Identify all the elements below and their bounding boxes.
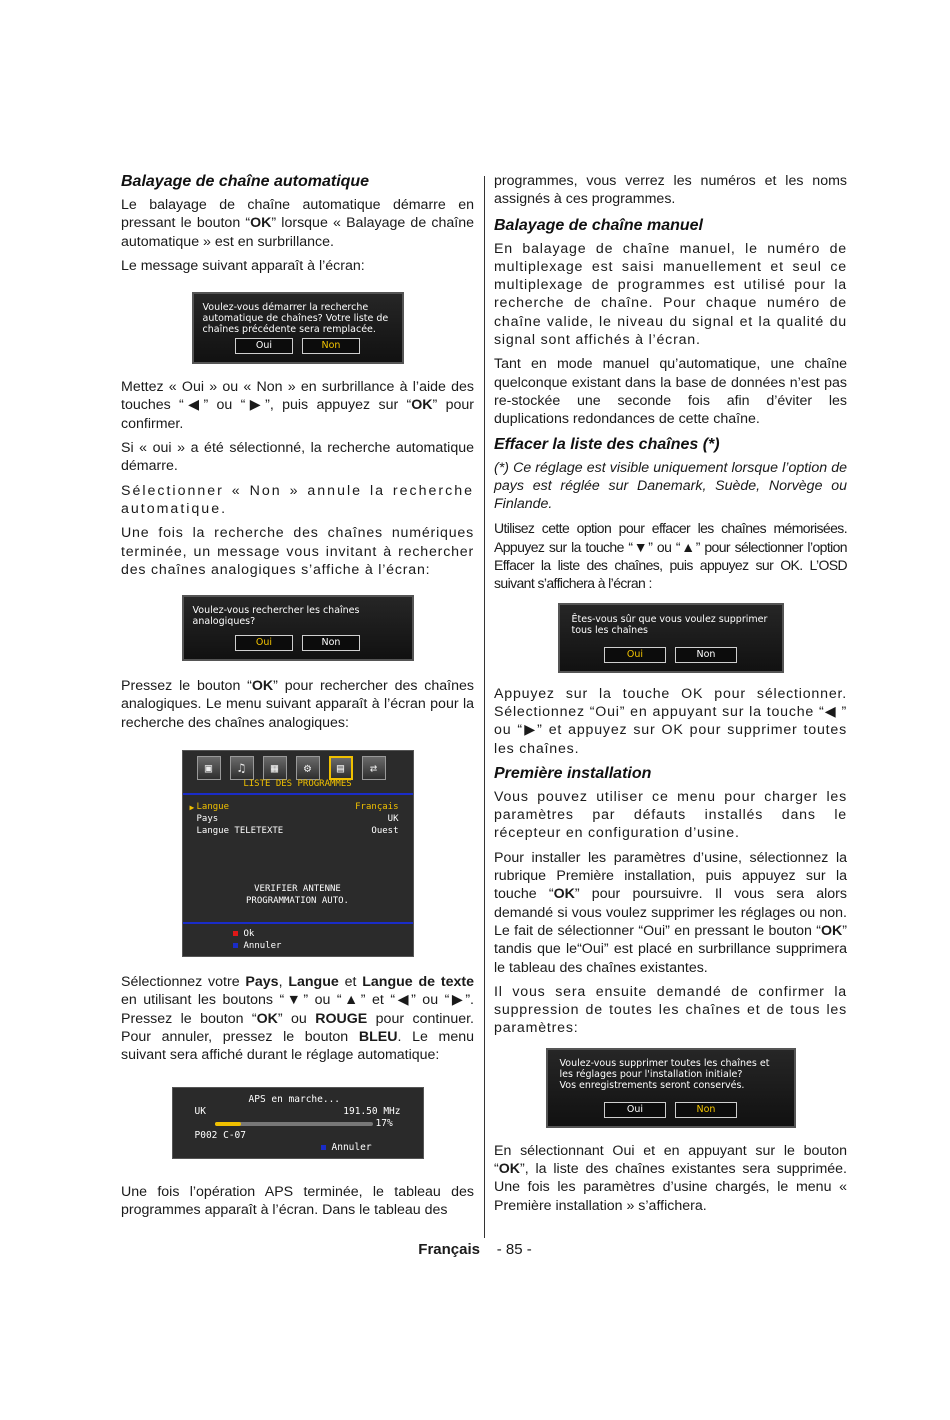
aps-progress-fill: [215, 1122, 242, 1126]
no-button[interactable]: Non: [675, 647, 737, 663]
paragraph: Pressez le bouton “OK” pour rechercher des chaînes analogiques. Le menu suivant apparaît à l’écran pour la recherche des chaînes analogiques:: [121, 678, 474, 731]
yes-button[interactable]: Oui: [604, 1102, 666, 1118]
dialog-message: Voulez-vous rechercher les chaînes analogiques?: [192, 605, 360, 628]
column-divider: [484, 176, 485, 1238]
blue-button-icon: [233, 943, 238, 948]
aps-percent: 17%: [375, 1117, 393, 1129]
paragraph: Utilisez cette option pour effacer les chaînes mémorisées. Appuyez sur la touche “▼” ou “▲” pour sélectionner l’option Effacer la liste des chaînes, puis appuyez sur OK. L’OSD suivant s’affichera à l’écran :: [494, 520, 847, 592]
paragraph: Si « oui » a été sélectionné, la recherche automatique démarre.: [121, 440, 474, 475]
heading-effacer-liste: Effacer la liste des chaînes (*): [494, 435, 720, 453]
osd-analog-search-dialog: [182, 595, 414, 661]
osd-delete-channels-dialog: [558, 603, 784, 673]
footer-language: Français: [418, 1241, 480, 1258]
settings-icon[interactable]: ⚙: [296, 756, 320, 780]
sound-icon[interactable]: ♫: [230, 756, 254, 780]
right-column: [494, 172, 847, 1221]
heading-balayage-manuel: Balayage de chaîne manuel: [494, 216, 703, 234]
no-button[interactable]: Non: [302, 635, 360, 651]
page-number: - 85 -: [496, 1241, 532, 1258]
no-button[interactable]: Non: [302, 338, 360, 354]
legend-ok: Ok: [233, 929, 255, 940]
osd-first-install-dialog: [546, 1048, 796, 1128]
aps-progress-bar: [215, 1122, 373, 1126]
divider: [183, 922, 413, 924]
paragraph: Mettez « Oui » ou « Non » en surbrillance à l’aide des touches “◀” ou “▶”, puis appuyez sur “OK” pour confirmer.: [121, 379, 475, 432]
yes-button[interactable]: Oui: [235, 635, 293, 651]
paragraph: Le balayage de chaîne automatique démarre en pressant le bouton “OK” lorsque « Balayage de chaîne automatique » est en surbrillance.: [121, 197, 474, 250]
aps-frequency: 191.50 MHz: [343, 1105, 401, 1117]
source-icon[interactable]: ⇄: [362, 756, 386, 780]
paragraph-note: (*) Ce réglage est visible uniquement lorsque l’option de pays est réglée sur Danemark, Suède, Norvège ou Finlande.: [494, 459, 847, 513]
menu-row-teletexte[interactable]: Langue TELETEXTE Ouest: [196, 826, 399, 837]
menu-row-langue[interactable]: Langue Français: [196, 802, 399, 813]
paragraph: Pour installer les paramètres d’usine, sélectionnez la rubrique Première installation, puis appuyez sur la touche “OK” pour poursuivre. Il vous sera alors demandé si vous voulez supprimer les réglages ou non. Le fait de sélectionner “Oui” en pressant le bouton “OK” tandis que le“Oui” est placé en surbrillance supprimera le tableau des chaînes existantes.: [494, 849, 847, 976]
paragraph: Sélectionner « Non » annule la recherche automatique.: [121, 482, 474, 517]
aps-cancel: Annuler: [321, 1142, 372, 1153]
blue-button-icon: [321, 1145, 326, 1150]
legend-cancel: Annuler: [233, 941, 282, 952]
aps-progress-panel: [172, 1087, 424, 1159]
paragraph: Une fois l’opération APS terminée, le tableau des programmes apparaît à l’écran. Dans le tableau des: [121, 1183, 474, 1218]
menu-title: LISTE DES PROGRAMMES: [243, 779, 352, 790]
aps-title: APS en marche...: [248, 1093, 341, 1105]
paragraph: Appuyez sur la touche OK pour sélectionner. Sélectionnez “Oui” en appuyant sur la touche “◀ ” ou “▶” et appuyez sur OK pour supprimer toutes les chaînes.: [494, 685, 847, 757]
page-footer: [0, 1241, 950, 1258]
programme-list-menu: [182, 750, 414, 957]
channel-list-icon[interactable]: ▤: [329, 756, 353, 780]
paragraph: programmes, vous verrez les numéros et les noms assignés à ces programmes.: [494, 173, 847, 208]
menu-icon-bar: [197, 756, 386, 780]
paragraph: Le message suivant apparaît à l’écran:: [121, 257, 365, 274]
red-button-icon: [233, 931, 238, 936]
divider: [183, 793, 413, 795]
paragraph: Il vous sera ensuite demandé de confirmer la suppression de toutes les chaînes et de tous les paramètres:: [494, 983, 847, 1037]
heading-premiere-installation: Première installation: [494, 764, 652, 782]
paragraph: Tant en mode manuel qu’automatique, une chaîne quelconque existant dans la base de données n’est pas re-stockée une seconde fois afin d’éviter les duplications redondances de cette chaîne.: [494, 356, 847, 428]
picture-icon[interactable]: ▣: [197, 756, 221, 780]
paragraph: Sélectionnez votre Pays, Langue et Langue de texte en utilisant les boutons “▼” ou “▲” et “◀” ou “▶”. Pressez le bouton “OK” ou ROUGE pour continuer. Pour annuler, pressez le bouton BLEU. Le menu suivant sera affiché durant le réglage automatique:: [121, 974, 475, 1064]
no-button[interactable]: Non: [675, 1102, 737, 1118]
paragraph: En sélectionnant Oui et en appuyant sur le bouton “OK”, la liste des chaînes existantes sera supprimée. Une fois les paramètres d’usine chargés, le menu « Première installation » s’affichera.: [494, 1142, 847, 1214]
menu-row-pays[interactable]: Pays UK: [196, 814, 399, 825]
selection-arrow-icon: ▶: [189, 803, 195, 813]
dialog-message: Voulez-vous supprimer toutes les chaînes et les réglages pour l'installation initiale? Vos enregistrements seront conservés.: [559, 1057, 770, 1091]
aps-programme: P002 C-07: [194, 1129, 246, 1141]
paragraph: En balayage de chaîne manuel, le numéro de multiplexage est saisi manuellement et seul ce multiplexage de programmes est utilisé pour la recherche de chaîne. Pour chaque numéro de chaîne valide, le niveau du signal et la qualité du signal sont affichés à l’écran.: [494, 240, 847, 349]
menu-check-antenna: VERIFIER ANTENNE: [254, 884, 341, 895]
yes-button[interactable]: Oui: [235, 338, 293, 354]
paragraph: Une fois la recherche des chaînes numériques terminée, un message vous invitant à rechercher des chaînes analogiques s’affiche à l’écran:: [121, 525, 474, 578]
aps-country: UK: [194, 1105, 206, 1117]
osd-auto-search-dialog: [192, 292, 404, 364]
feature-icon[interactable]: ▦: [263, 756, 287, 780]
dialog-message: Voulez-vous démarrer la recherche automatique de chaînes? Votre liste de chaînes précédente sera remplacée.: [202, 302, 389, 336]
heading-balayage-auto: Balayage de chaîne automatique: [121, 173, 370, 190]
yes-button[interactable]: Oui: [604, 647, 666, 663]
dialog-message: Êtes-vous sûr que vous voulez supprimer tous les chaînes: [571, 613, 768, 636]
paragraph: Vous pouvez utiliser ce menu pour charger les paramètres par défauts installés dans le récepteur en configuration d’usine.: [494, 788, 847, 842]
menu-auto-programming: PROGRAMMATION AUTO.: [246, 896, 349, 907]
left-column: [121, 172, 474, 1225]
